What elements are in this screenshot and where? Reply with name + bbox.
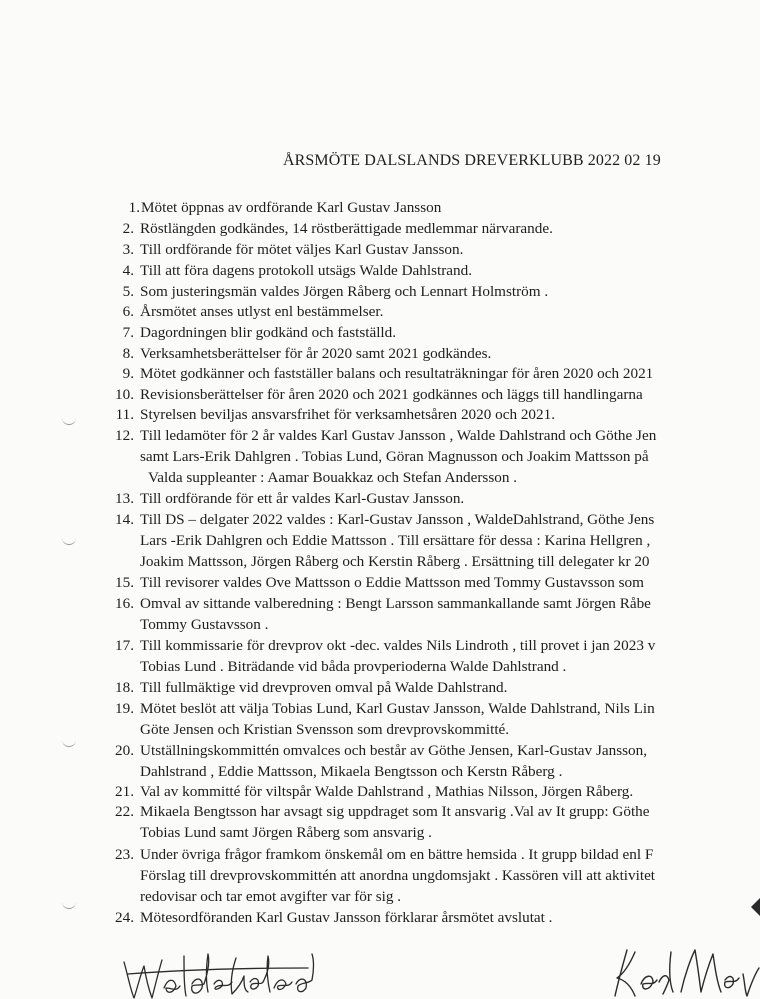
signature-left: [118, 948, 318, 999]
agenda-item-text: Till ordförande för mötet väljes Karl Gustav Jansson.: [140, 241, 464, 258]
agenda-item-text: Röstlängden godkändes, 14 röstberättigade medlemmar närvarande.: [140, 220, 553, 237]
agenda-item-text: Dahlstrand , Eddie Mattsson, Mikaela Bengtsson och Kerstn Råberg .: [140, 763, 563, 780]
agenda-item-number: 17.: [115, 637, 134, 654]
agenda-item-text: Omval av sittande valberedning : Bengt Larsson sammankallande samt Jörgen Råbe: [140, 595, 651, 612]
agenda-item-text: Till revisorer valdes Ove Mattsson o Eddie Mattsson med Tommy Gustavsson som: [140, 574, 644, 591]
agenda-item-text: Tobias Lund . Biträdande vid båda provperioderna Walde Dahlstrand .: [140, 658, 567, 675]
agenda-item-text: Mötet beslöt att välja Tobias Lund, Karl Gustav Jansson, Walde Dahlstrand, Nils Lin: [140, 700, 655, 717]
agenda-item-text: Göte Jensen och Kristian Svensson som drevprovskommitté.: [140, 721, 510, 738]
agenda-item-text: Till att föra dagens protokoll utsägs Walde Dahlstrand.: [140, 262, 473, 279]
agenda-item-text: Val av kommitté för viltspår Walde Dahlstrand , Mathias Nilsson, Jörgen Råberg.: [140, 783, 634, 800]
agenda-item-number: 11.: [115, 406, 134, 423]
agenda-item-number: 21.: [115, 783, 134, 800]
agenda-item-number: 6.: [122, 303, 134, 320]
agenda-item-text: Tommy Gustavsson .: [140, 616, 269, 633]
document-title: ÅRSMÖTE DALSLANDS DREVERKLUBB 2022 02 19: [283, 152, 661, 169]
agenda-item-number: 23.: [115, 846, 134, 863]
agenda-item-number: 15.: [115, 574, 134, 591]
agenda-item-text: Mötet öppnas av ordförande Karl Gustav Jansson: [141, 199, 442, 216]
signature-right: [605, 944, 760, 999]
agenda-item-text: Mikaela Bengtsson har avsagt sig uppdraget som It ansvarig .Val av It grupp: Göthe: [140, 803, 650, 820]
agenda-item-text: redovisar och tar emot avgifter var för sig .: [140, 888, 402, 905]
agenda-item-text: Styrelsen beviljas ansvarsfrihet för verksamhetsåren 2020 och 2021.: [140, 406, 556, 423]
agenda-item-number: 1.: [128, 199, 140, 216]
agenda-item-text: Lars -Erik Dahlgren och Eddie Mattsson . Till ersättare för dessa : Karina Hellgren ,: [140, 532, 651, 549]
scan-artifact: [751, 898, 760, 916]
agenda-item-text: Revisionsberättelser för åren 2020 och 2021 godkännes och läggs till handlingarna: [140, 386, 643, 403]
agenda-item-text: Till ledamöter för 2 år valdes Karl Gustav Jansson , Walde Dahlstrand och Göthe Jen: [140, 427, 657, 444]
agenda-item-number: 2.: [122, 220, 134, 237]
agenda-item-number: 5.: [122, 283, 134, 300]
agenda-item-number: 13.: [115, 490, 134, 507]
agenda-item-number: 19.: [115, 700, 134, 717]
agenda-item-number: 7.: [122, 324, 134, 341]
agenda-item-number: 8.: [122, 345, 134, 362]
agenda-item-number: 24.: [115, 909, 134, 926]
agenda-item-text: Till kommissarie för drevprov okt -dec. valdes Nils Lindroth , till provet i jan 2023 v: [140, 637, 656, 654]
agenda-item-text: Verksamhetsberättelser för år 2020 samt 2021 godkändes.: [140, 345, 492, 362]
agenda-item-number: 16.: [115, 595, 134, 612]
agenda-item-text: Årsmötet anses utlyst enl bestämmelser.: [140, 303, 384, 320]
agenda-item-text: Till ordförande för ett år valdes Karl-Gustav Jansson.: [140, 490, 465, 507]
agenda-item-text: Mötet godkänner och fastställer balans och resultaträkningar för åren 2020 och 2021: [140, 365, 654, 382]
agenda-item-text: Till DS – delgater 2022 valdes : Karl-Gustav Jansson , WaldeDahlstrand, Göthe Jens: [140, 511, 655, 528]
agenda-item-number: 3.: [122, 241, 134, 258]
agenda-item-number: 22.: [115, 803, 134, 820]
agenda-item-number: 12.: [115, 427, 134, 444]
agenda-item-text: Dagordningen blir godkänd och fastställd.: [140, 324, 397, 341]
agenda-item-text: Förslag till drevprovskommittén att anordna ungdomsjakt . Kassören vill att aktivitet: [140, 867, 656, 884]
agenda-item-number: 4.: [122, 262, 134, 279]
agenda-item-number: 14.: [115, 511, 134, 528]
agenda-item-number: 18.: [115, 679, 134, 696]
agenda-item-text: Mötesordföranden Karl Gustav Jansson förklarar årsmötet avslutat .: [140, 909, 553, 926]
agenda-item-text: Tobias Lund samt Jörgen Råberg som ansvarig .: [140, 824, 432, 841]
agenda-item-number: 20.: [115, 742, 134, 759]
agenda-item-number: 10.: [115, 386, 134, 403]
agenda-item-text: samt Lars-Erik Dahlgren . Tobias Lund, Göran Magnusson och Joakim Mattsson på: [140, 448, 649, 465]
agenda-item-text: Som justeringsmän valdes Jörgen Råberg och Lennart Holmström .: [140, 283, 549, 300]
agenda-item-text: Joakim Mattsson, Jörgen Råberg och Kerstin Råberg . Ersättning till delegater kr 20: [140, 553, 650, 570]
agenda-item-number: 9.: [122, 365, 134, 382]
agenda-item-text: Under övriga frågor framkom önskemål om en bättre hemsida . It grupp bildad enl F: [140, 846, 654, 863]
agenda-item-text: Utställningskommittén omvalces och består av Göthe Jensen, Karl-Gustav Jansson,: [140, 742, 647, 759]
agenda-item-text: Valda suppleanter : Aamar Bouakkaz och Stefan Andersson .: [148, 469, 518, 486]
agenda-item-text: Till fullmäktige vid drevproven omval på Walde Dahlstrand.: [140, 679, 508, 696]
